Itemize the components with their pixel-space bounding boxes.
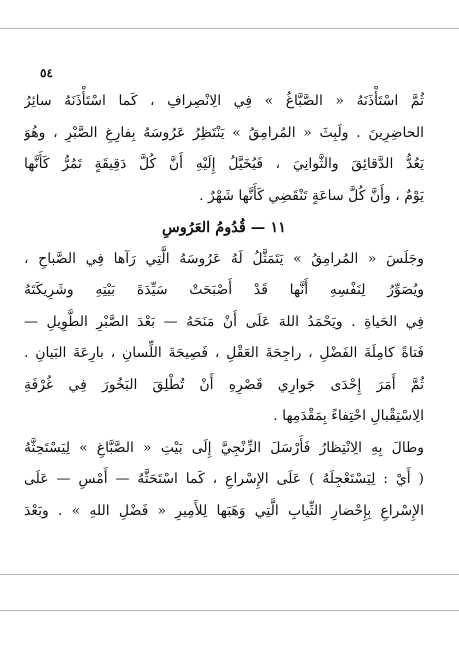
text-line: فِي الحَياةِ . ويَحْمَدُ اللهَ عَلَى أَنْ مَنَحَهُ — بَعْدَ الصَّبْرِ الطَّوِيلِ —: [24, 313, 424, 330]
bottom-rule: [0, 610, 459, 611]
top-rule: [0, 28, 459, 29]
text-line: يَعُدُّ الدَّقائِقَ والثَّوانِيَ ، فَيُخَيَّلُ إِلَيْهِ أَنَّ كُلَّ دَقِيقَةٍ تَمُرُّ كَأَنَّها: [24, 156, 424, 172]
text-line: الإِسْراعِ بِإِحْضارِ الثِّيابِ الَّتِي وَهَبَها لِلأَمِيرِ « فَضْلِ اللهِ » . وبَعْدَ: [24, 502, 424, 519]
text-line: ثُمَّ أَمَرَ إِحْدَى جَوارِي قَصْرِهِ أَنْ تُطْلِقَ البَخُورَ فِي غُرْفَةِ: [24, 376, 424, 393]
page-number: ٥٤: [40, 66, 53, 80]
bottom-rule: [0, 574, 459, 575]
text-line: وطالَ بِهِ الِانْتِظارُ فَأَرْسَلَ الزِّنْجِيَّ إِلَى بَيْتِ « الصَّبَّاغِ » لِيَسْتَحِثَّهُ: [24, 439, 424, 456]
text-line: وجَلَسَ « المُرامِقُ » يَتَمَثَّلُ لَهُ عَرُوسَهُ الَّتِي رَآها فِي الصَّباحِ ،: [24, 250, 424, 267]
section-heading: ١١ — قُدُومُ العَرُوسِ: [162, 219, 286, 236]
text-line: ويُصَوِّرُ لِنَفْسِهِ أَنَّها قَدْ أَصْبَحَتْ سَيِّدَةَ بَيْتِهِ وشَرِيكَتَهُ: [24, 282, 424, 298]
text-line: ( أَيْ : لِيَسْتَعْجِلَهُ ) عَلَى الإِسْراعِ ، كَما اسْتَحَثَّهُ — أَمْسِ — عَلَى: [24, 471, 424, 487]
body-text: [24, 86, 424, 527]
text-line: فَتاةً كامِلَةَ الفَضْلِ ، راجِحَةَ العَقْلِ ، فَصِيحَةَ اللِّسانِ ، بارِعَةَ البَيانِ .: [24, 345, 424, 361]
text-line: الِاسْتِقْبالِ احْتِفاءً بِمَقْدَمِها .: [273, 408, 424, 424]
text-line: ثُمَّ اسْتَأْذَنَهُ « الصَّبَّاغُ » فِي الِانْصِرافِ ، كَما اسْتَأْذَنَهُ سائِرُ: [24, 93, 424, 109]
text-line: يَوْمٌ ، وأَنَّ كُلَّ ساعَةٍ تَنْقَضِي كَأَنَّها شَهْرٌ .: [199, 187, 424, 204]
text-line: الحاضِرِينَ . ولَبِثَ « المُرامِقُ » يَنْتَظِرُ عَرُوسَهُ بِفارِغِ الصَّبْرِ ، وهُوَ: [24, 124, 424, 141]
